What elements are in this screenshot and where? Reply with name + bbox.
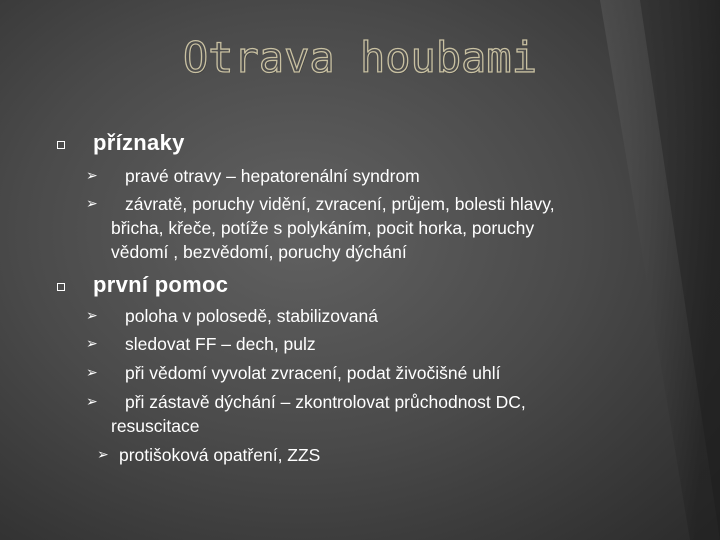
arrowhead-right-icon: ➢ bbox=[86, 336, 98, 352]
arrowhead-right-icon: ➢ bbox=[97, 447, 109, 463]
arrowhead-right-icon: ➢ bbox=[86, 365, 98, 381]
bullet-text: poloha v polosedě, stabilizovaná bbox=[125, 306, 378, 326]
arrowhead-right-icon: ➢ bbox=[86, 394, 98, 410]
arrowhead-right-icon: ➢ bbox=[86, 168, 98, 184]
bullet-text: při vědomí vyvolat zvracení, podat živočišné uhlí bbox=[125, 363, 501, 383]
section-heading: příznaky bbox=[93, 130, 185, 155]
bullet-text-continuation: břicha, křeče, potíže s polykáním, pocit horka, poruchy bbox=[111, 218, 535, 238]
square-bullet-icon bbox=[57, 283, 65, 291]
bullet-text: sledovat FF – dech, pulz bbox=[125, 334, 316, 354]
bullet-text: protišoková opatření, ZZS bbox=[119, 445, 321, 465]
section-heading: první pomoc bbox=[93, 272, 229, 297]
bullet-text: při zástavě dýchání – zkontrolovat průchodnost DC, bbox=[125, 392, 526, 412]
slide-title: Otrava houbami bbox=[182, 33, 537, 82]
bullet-text-continuation: vědomí , bezvědomí, poruchy dýchání bbox=[111, 242, 407, 262]
square-bullet-icon bbox=[57, 141, 65, 149]
arrowhead-right-icon: ➢ bbox=[86, 308, 98, 324]
bullet-text: závratě, poruchy vidění, zvracení, průjem, bolesti hlavy, bbox=[125, 194, 555, 214]
bullet-text: pravé otravy – hepatorenální syndrom bbox=[125, 166, 420, 186]
arrowhead-right-icon: ➢ bbox=[86, 196, 98, 212]
bullet-text-continuation: resuscitace bbox=[111, 416, 200, 436]
